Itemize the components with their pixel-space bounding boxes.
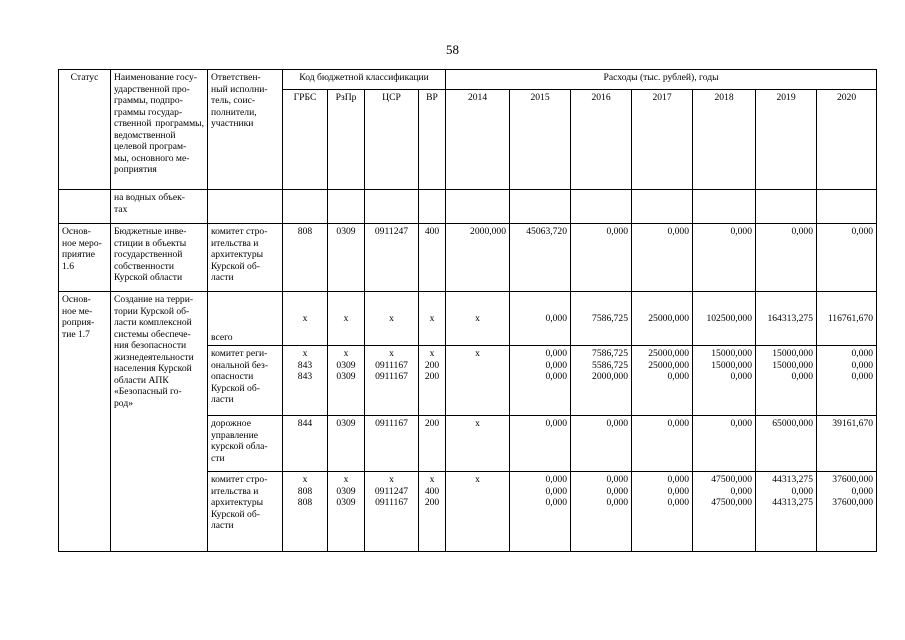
row-17-total-rzpr: х bbox=[328, 292, 365, 346]
row-17-total-2017: 25000,000 bbox=[632, 292, 693, 346]
row-17-total-responsible: всего bbox=[208, 292, 283, 346]
row-17-road-2019: 65000,000 bbox=[756, 416, 817, 472]
row-16-2020: 0,000 bbox=[817, 224, 877, 292]
row-17-regional-2014: х bbox=[446, 346, 510, 416]
row-17-total-vr: х bbox=[419, 292, 446, 346]
row-17-road-vr: 200 bbox=[419, 416, 446, 472]
row-16-responsible: комитет стро- ительства и архитектуры Курской об- ласти bbox=[208, 224, 283, 292]
row-17-construction-2017: 0,000 0,000 0,000 bbox=[632, 472, 693, 552]
row-17-regional-2016: 7586,725 5586,725 2000,000 bbox=[571, 346, 632, 416]
header-vr: ВР bbox=[419, 90, 446, 190]
row-17-construction-csr: х 0911247 0911167 bbox=[365, 472, 419, 552]
row-cont-name: на водных объек- тах bbox=[111, 190, 208, 224]
row-17-regional-2017: 25000,000 25000,000 0,000 bbox=[632, 346, 693, 416]
row-17-regional-responsible: комитет реги- ональной без- опасности Курской об- ласти bbox=[208, 346, 283, 416]
row-17-construction-2020: 37600,000 0,000 37600,000 bbox=[817, 472, 877, 552]
row-17-total-grbs: х bbox=[283, 292, 328, 346]
budget-table bbox=[58, 69, 877, 552]
row-16-2017: 0,000 bbox=[632, 224, 693, 292]
row-17-road-2020: 39161,670 bbox=[817, 416, 877, 472]
header-year-2014: 2014 bbox=[446, 90, 510, 190]
header-year-2020: 2020 bbox=[817, 90, 877, 190]
row-17-construction-responsible: комитет стро- ительства и архитектуры Курской об- ласти bbox=[208, 472, 283, 552]
header-name: Наименование госу- ударственной про- граммы, подпро- граммы государ- ственной программы, ведомственной целевой програм- мы, основного ме- роприятия bbox=[111, 70, 208, 190]
row-17-total-2020: 116761,670 bbox=[817, 292, 877, 346]
row-17-road-2016: 0,000 bbox=[571, 416, 632, 472]
header-grbs: ГРБС bbox=[283, 90, 328, 190]
row-17-regional-2019: 15000,000 15000,000 0,000 bbox=[756, 346, 817, 416]
row-17-road-2017: 0,000 bbox=[632, 416, 693, 472]
row-17-regional-rzpr: х 0309 0309 bbox=[328, 346, 365, 416]
row-17-name: Создание на терри- тории Курской об- ласти комплексной системы обеспече- ния безопасности жизнедеятельности населения Курской области АПК «Безопасный го- род» bbox=[111, 292, 208, 552]
header-responsible: Ответствен- ный исполни- тель, соис- полнители, участники bbox=[208, 70, 283, 190]
row-17-construction-2015: 0,000 0,000 0,000 bbox=[510, 472, 571, 552]
row-16-status: Основ- ное меро- приятие 1.6 bbox=[59, 224, 111, 292]
row-17-regional-2020: 0,000 0,000 0,000 bbox=[817, 346, 877, 416]
header-expense-group: Расходы (тыс. рублей), годы bbox=[446, 70, 877, 90]
table-row bbox=[59, 224, 877, 292]
row-17-total-csr: х bbox=[365, 292, 419, 346]
header-rzpr: РзПр bbox=[328, 90, 365, 190]
row-17-construction-2019: 44313,275 0,000 44313,275 bbox=[756, 472, 817, 552]
header-year-2017: 2017 bbox=[632, 90, 693, 190]
row-16-csr: 0911247 bbox=[365, 224, 419, 292]
row-17-total-2019: 164313,275 bbox=[756, 292, 817, 346]
row-16-2014: 2000,000 bbox=[446, 224, 510, 292]
row-17-road-2014: х bbox=[446, 416, 510, 472]
row-16-2016: 0,000 bbox=[571, 224, 632, 292]
header-year-2018: 2018 bbox=[693, 90, 756, 190]
row-16-rzpr: 0309 bbox=[328, 224, 365, 292]
row-17-construction-2016: 0,000 0,000 0,000 bbox=[571, 472, 632, 552]
row-16-name: Бюджетные инве- стиции в объекты государственной собственности Курской области bbox=[111, 224, 208, 292]
row-17-road-rzpr: 0309 bbox=[328, 416, 365, 472]
table-row bbox=[59, 190, 877, 224]
row-17-road-2015: 0,000 bbox=[510, 416, 571, 472]
row-17-regional-2015: 0,000 0,000 0,000 bbox=[510, 346, 571, 416]
row-17-status: Основ- ное ме- роприя- тие 1.7 bbox=[59, 292, 111, 552]
row-17-road-2018: 0,000 bbox=[693, 416, 756, 472]
header-year-2019: 2019 bbox=[756, 90, 817, 190]
row-17-road-grbs: 844 bbox=[283, 416, 328, 472]
header-status: Статус bbox=[59, 70, 111, 190]
row-17-construction-grbs: х 808 808 bbox=[283, 472, 328, 552]
row-16-2018: 0,000 bbox=[693, 224, 756, 292]
row-16-vr: 400 bbox=[419, 224, 446, 292]
row-17-road-csr: 0911167 bbox=[365, 416, 419, 472]
row-17-total-2018: 102500,000 bbox=[693, 292, 756, 346]
row-16-2019: 0,000 bbox=[756, 224, 817, 292]
table-row bbox=[59, 292, 877, 346]
row-17-total-2016: 7586,725 bbox=[571, 292, 632, 346]
row-17-construction-2014: х bbox=[446, 472, 510, 552]
header-code-group: Код бюджетной классификации bbox=[283, 70, 446, 90]
row-17-road-responsible: дорожное управление курской обла- сти bbox=[208, 416, 283, 472]
row-16-2015: 45063,720 bbox=[510, 224, 571, 292]
header-year-2016: 2016 bbox=[571, 90, 632, 190]
cell bbox=[59, 190, 111, 224]
header-year-2015: 2015 bbox=[510, 90, 571, 190]
row-17-construction-rzpr: х 0309 0309 bbox=[328, 472, 365, 552]
page-number: 58 bbox=[446, 42, 459, 57]
row-17-regional-2018: 15000,000 15000,000 0,000 bbox=[693, 346, 756, 416]
row-17-construction-vr: х 400 200 bbox=[419, 472, 446, 552]
header-csr: ЦСР bbox=[365, 90, 419, 190]
row-16-grbs: 808 bbox=[283, 224, 328, 292]
row-17-regional-grbs: х 843 843 bbox=[283, 346, 328, 416]
row-17-total-2015: 0,000 bbox=[510, 292, 571, 346]
row-17-total-2014: х bbox=[446, 292, 510, 346]
row-17-regional-csr: х 0911167 0911167 bbox=[365, 346, 419, 416]
row-17-regional-vr: х 200 200 bbox=[419, 346, 446, 416]
row-17-construction-2018: 47500,000 0,000 47500,000 bbox=[693, 472, 756, 552]
